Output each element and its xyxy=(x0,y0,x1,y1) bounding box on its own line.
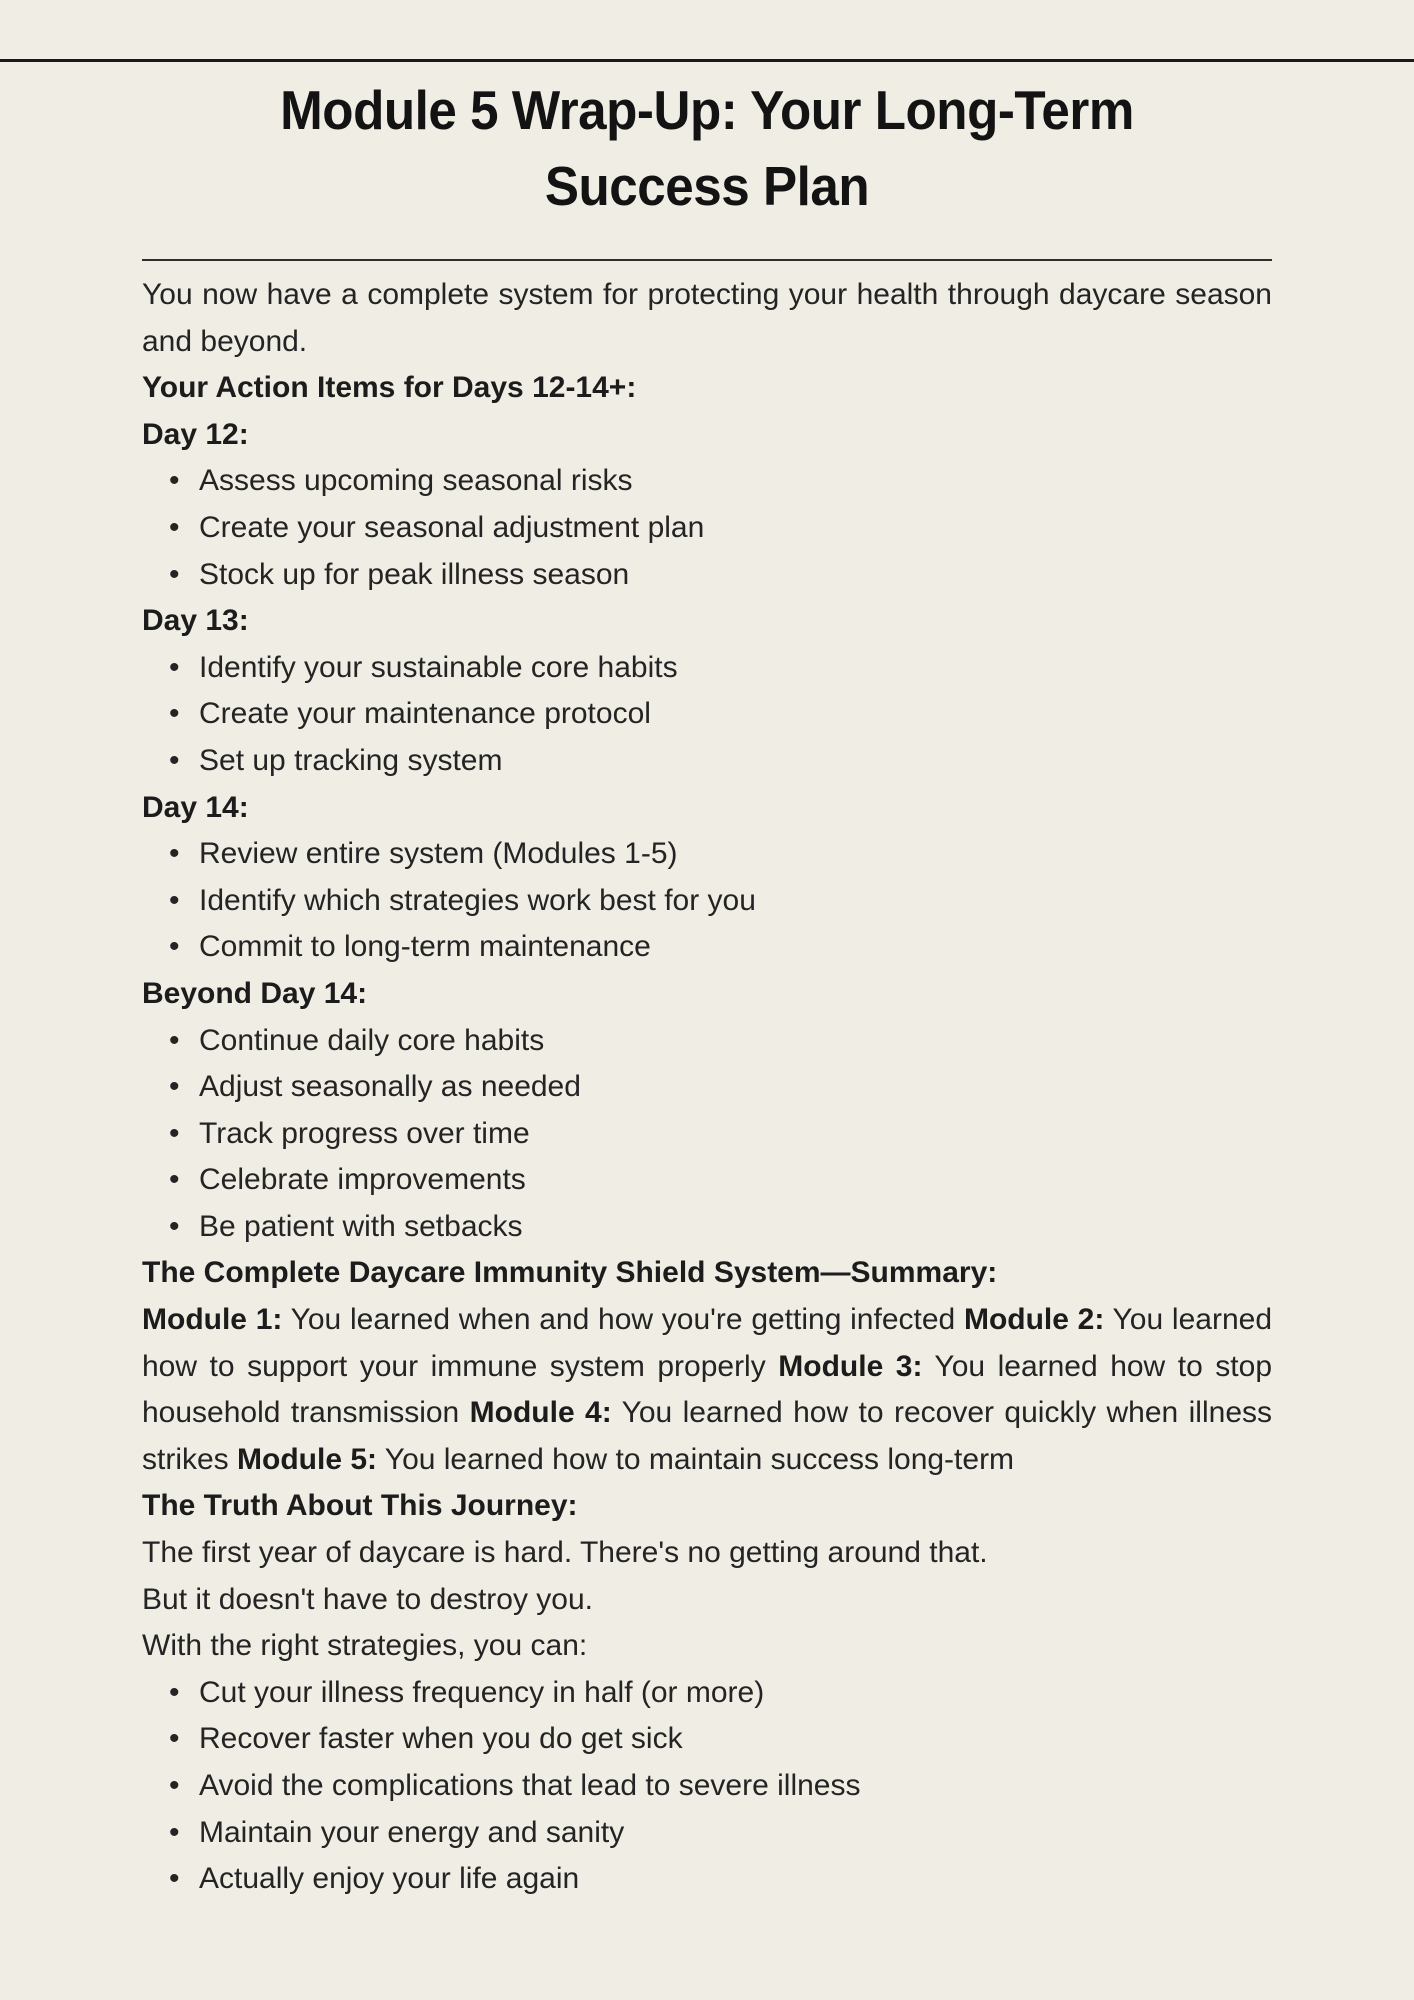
summary-paragraph xyxy=(142,1297,1272,1483)
module-3-text: You learned how to stop household transmission xyxy=(142,1349,1273,1430)
strategies-list xyxy=(142,1670,1272,1903)
list-item: • Adjust seasonally as needed xyxy=(142,1064,1272,1111)
list-item: • Commit to long-term maintenance xyxy=(142,924,1272,971)
module-4-label: Module 4: xyxy=(469,1396,612,1430)
action-items-heading: Your Action Items for Days 12-14+: xyxy=(142,371,637,405)
page-title-line-2: Success Plan xyxy=(544,155,870,217)
module-4-text: You learned how to recover quickly when illness strikes xyxy=(142,1396,1273,1476)
list-item: • Maintain your energy and sanity xyxy=(142,1810,1272,1857)
day13-list xyxy=(142,645,1272,785)
list-item: • Review entire system (Modules 1-5) xyxy=(142,831,1272,878)
intro-paragraph: You now have a complete system for protecting your health through daycare season and beyond. xyxy=(142,278,1272,358)
truth-heading: The Truth About This Journey: xyxy=(142,1489,578,1523)
module-2-label: Module 2: xyxy=(963,1303,1105,1337)
module-2-text: You learned how to support your immune system properly xyxy=(142,1303,1272,1383)
list-item: • Identify which strategies work best for you xyxy=(142,878,1272,925)
module-3-label: Module 3: xyxy=(778,1349,923,1383)
list-item: • Be patient with setbacks xyxy=(142,1204,1272,1251)
module-5-label: Module 5: xyxy=(237,1442,378,1476)
list-item: • Avoid the complications that lead to severe illness xyxy=(142,1763,1272,1810)
list-item: • Continue daily core habits xyxy=(142,1018,1272,1065)
page-title xyxy=(0,72,1414,224)
list-item: • Celebrate improvements xyxy=(142,1157,1272,1204)
top-border-rule xyxy=(0,59,1414,62)
truth-line: But it doesn't have to destroy you. xyxy=(142,1582,593,1616)
list-item: • Identify your sustainable core habits xyxy=(142,645,1272,692)
title-divider xyxy=(142,259,1272,261)
list-item: • Assess upcoming seasonal risks xyxy=(142,458,1272,505)
day14-heading: Day 14: xyxy=(142,790,249,824)
module-1-label: Module 1: xyxy=(142,1303,283,1337)
list-item: • Track progress over time xyxy=(142,1111,1272,1158)
list-item: • Recover faster when you do get sick xyxy=(142,1716,1272,1763)
list-item: • Create your seasonal adjustment plan xyxy=(142,505,1272,552)
truth-line: With the right strategies, you can: xyxy=(142,1629,588,1663)
list-item: • Cut your illness frequency in half (or more) xyxy=(142,1670,1272,1717)
list-item: • Actually enjoy your life again xyxy=(142,1856,1272,1903)
day12-list xyxy=(142,458,1272,598)
module-1-text: You learned when and how you're getting infected xyxy=(282,1303,964,1337)
module-5-text: You learned how to maintain success long-term xyxy=(377,1442,1015,1476)
day14-list xyxy=(142,831,1272,971)
list-item: • Create your maintenance protocol xyxy=(142,691,1272,738)
beyond-day14-list xyxy=(142,1018,1272,1251)
summary-heading: The Complete Daycare Immunity Shield System—Summary: xyxy=(142,1256,998,1290)
page-title-line-1: Module 5 Wrap-Up: Your Long-Term xyxy=(280,79,1134,141)
page-content xyxy=(142,272,1272,1903)
day12-heading: Day 12: xyxy=(142,417,249,451)
truth-line: The first year of daycare is hard. There's no getting around that. xyxy=(142,1536,988,1570)
list-item: • Set up tracking system xyxy=(142,738,1272,785)
beyond-day14-heading: Beyond Day 14: xyxy=(142,976,368,1010)
list-item: • Stock up for peak illness season xyxy=(142,552,1272,599)
day13-heading: Day 13: xyxy=(142,604,249,638)
